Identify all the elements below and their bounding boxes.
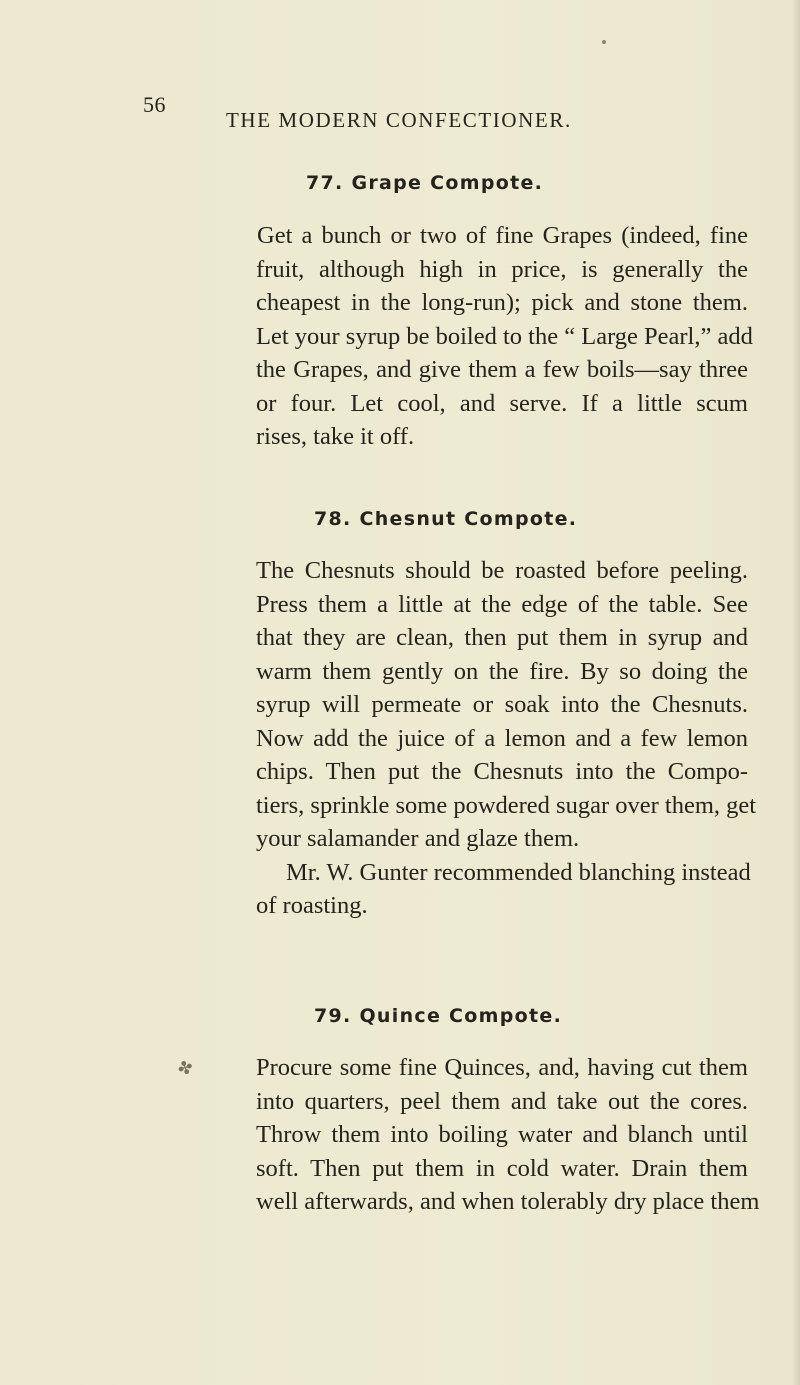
- text-line: fruit, although high in price, is generally the: [256, 255, 748, 283]
- text-line: chips. Then put the Chesnuts into the Compo-: [256, 758, 748, 785]
- section-heading-79: 79. Quince Compote.: [314, 1005, 563, 1027]
- text-line: the Grapes, and give them a few boils—say three: [256, 356, 748, 383]
- text-line: tiers, sprinkle some powdered sugar over them, get: [256, 791, 757, 819]
- text-line: Press them a little at the edge of the table. See: [256, 590, 748, 618]
- text-line: Procure some fine Quinces, and, having cut them: [256, 1054, 748, 1081]
- text-line: Get a bunch or two of fine Grapes (indeed, fine: [257, 222, 748, 249]
- text-line: or four. Let cool, and serve. If a little scum: [256, 389, 748, 417]
- page-number: 56: [143, 92, 166, 117]
- text-line: rises, take it off.: [256, 423, 415, 450]
- section-body-79: [256, 1051, 760, 1219]
- text-line: The Chesnuts should be roasted before peeling.: [256, 557, 748, 584]
- ink-speck: [602, 40, 606, 44]
- section-body-78: [256, 554, 757, 923]
- section-heading-78: 78. Chesnut Compote.: [314, 508, 578, 530]
- text-line: cheapest in the long-run); pick and stone them.: [256, 289, 748, 316]
- text-line: that they are clean, then put them in syrup and: [256, 624, 748, 651]
- margin-mark: ✤: [174, 1056, 196, 1081]
- text-line: of roasting.: [256, 892, 368, 919]
- text-line: Let your syrup be boiled to the “ Large Pearl,” add: [256, 322, 753, 350]
- text-line: Mr. W. Gunter recommended blanching instead: [286, 858, 751, 886]
- text-line: Throw them into boiling water and blanch until: [256, 1121, 748, 1148]
- text-line: soft. Then put them in cold water. Drain them: [256, 1154, 748, 1182]
- section-body-77: [256, 219, 753, 454]
- text-line: syrup will permeate or soak into the Chesnuts.: [256, 691, 748, 718]
- text-line: Now add the juice of a lemon and a few lemon: [256, 724, 748, 752]
- page-edge-shadow: [792, 0, 800, 1385]
- text-line: your salamander and glaze them.: [256, 825, 580, 852]
- text-line: into quarters, peel them and take out the cores.: [256, 1087, 748, 1115]
- running-head: THE MODERN CONFECTIONER.: [226, 108, 572, 132]
- text-line: well afterwards, and when tolerably dry place them: [256, 1188, 760, 1215]
- text-line: warm them gently on the fire. By so doing the: [256, 657, 748, 685]
- section-heading-77: 77. Grape Compote.: [306, 172, 544, 194]
